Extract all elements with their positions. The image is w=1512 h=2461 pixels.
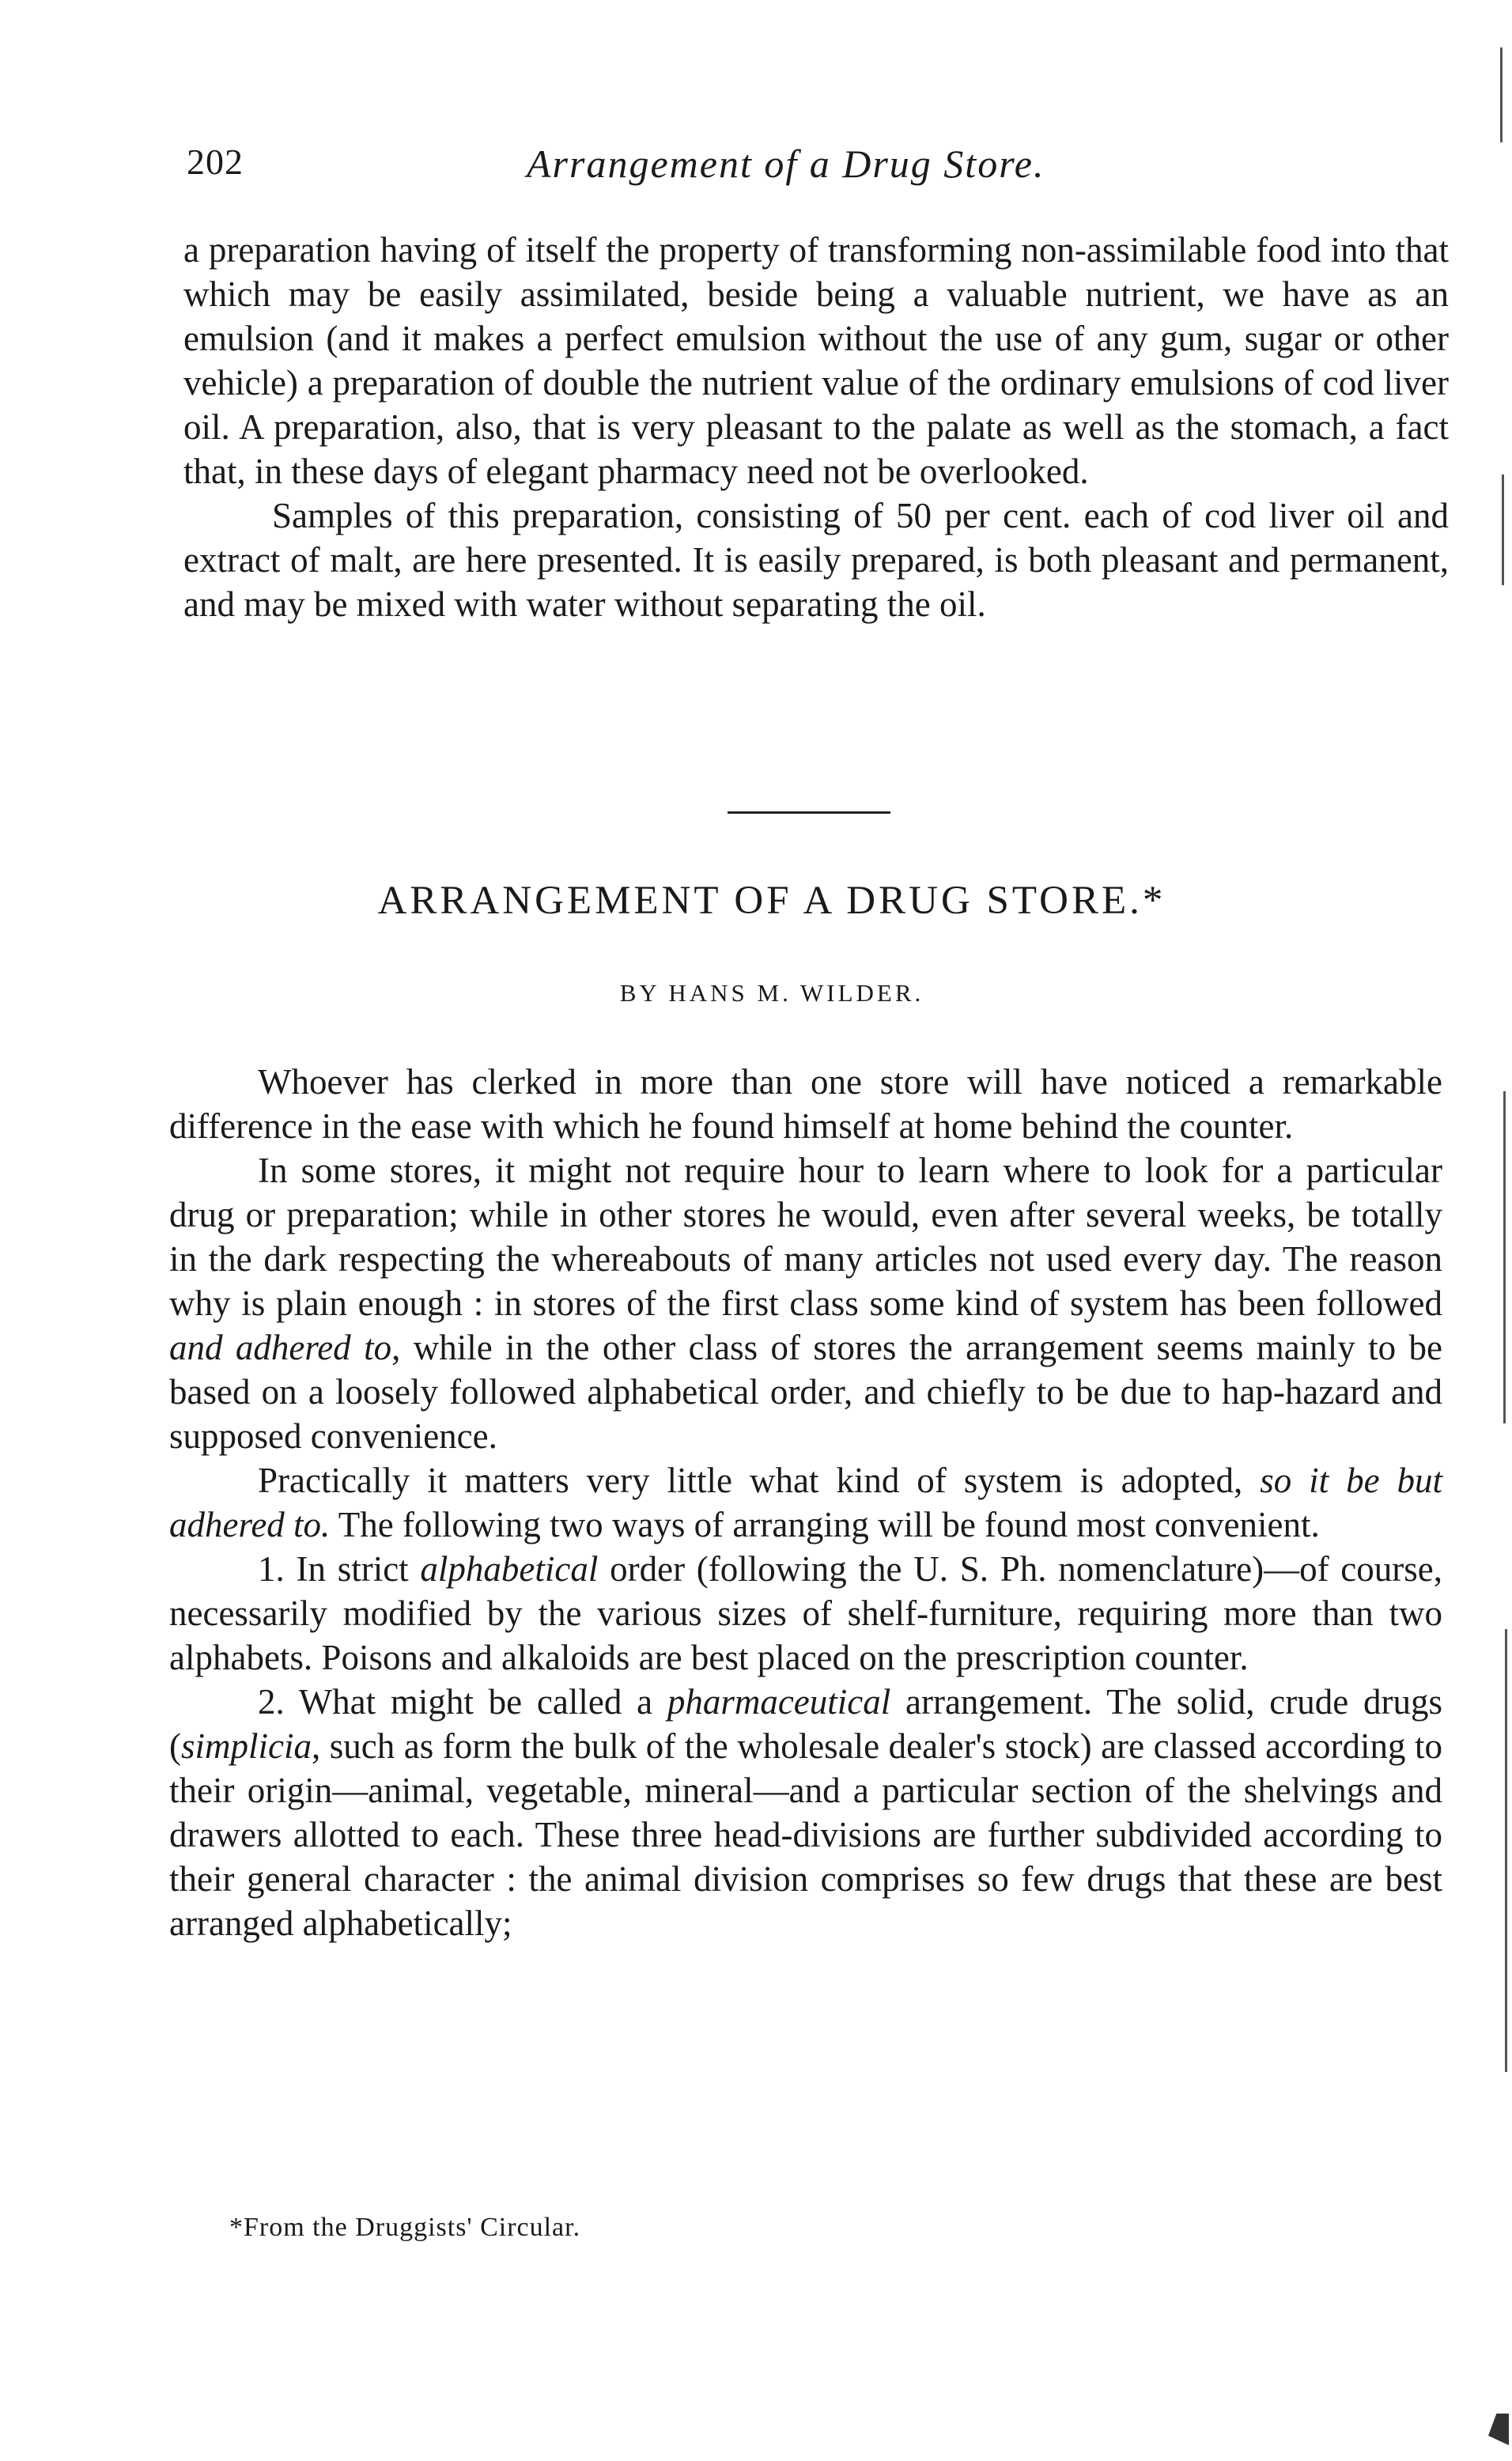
- list-item: [169, 1547, 1442, 1680]
- paragraph: [169, 1148, 1442, 1458]
- article-body: [169, 1060, 1442, 1945]
- text-run: In some stores, it might not require hour to learn where to look for a particular drug or preparation; while in other stores he would, even after several weeks, be totally in the dark respecting the whereabouts of many articles not used every day. The reason why is plain enough : in stores of the first class some kind of system has been followed: [169, 1151, 1442, 1323]
- scan-corner-mark: [1488, 2414, 1509, 2445]
- emphasis-text: alphabetical: [420, 1549, 599, 1589]
- section-divider: [728, 811, 890, 814]
- page-number: 202: [187, 142, 244, 182]
- scan-edge-mark: [1503, 1091, 1506, 1423]
- text-run: Practically it matters very little what kind of system is adopted,: [258, 1461, 1261, 1500]
- scan-edge-mark: [1502, 474, 1504, 585]
- emphasis-text: pharmaceutical: [667, 1682, 891, 1722]
- article-byline: BY HANS M. WILDER.: [619, 979, 924, 1007]
- footnote: *From the Druggists' Circular.: [229, 2213, 581, 2242]
- emphasis-text: so it be but adhered to.: [169, 1461, 1442, 1544]
- text-run: , while in the other class of stores the arrangement seems mainly to be based on a loosely followed alphabetical order, and chiefly to be due to hap-hazard and supposed convenience.: [169, 1328, 1442, 1456]
- emphasis-text: simplicia: [181, 1726, 312, 1766]
- paragraph: Samples of this preparation, consisting of 50 per cent. each of cod liver oil and extract of malt, are here presented. It is easily prepared, is both pleasant and permanent, and may be mixed with water without separating the oil.: [183, 496, 1449, 624]
- running-head: [187, 141, 1136, 196]
- scan-edge-mark: [1505, 1629, 1507, 2072]
- scan-edge-mark: [1500, 47, 1503, 142]
- article-title: ARRANGEMENT OF A DRUG STORE.*: [377, 879, 1166, 923]
- list-item: [169, 1680, 1442, 1945]
- text-run: , such as form the bulk of the wholesale dealer's stock) are classed according to their origin—animal, vegetable, mineral—and a particular section of the shelvings and drawers allotted to each. These three head-divisions are further subdivided according to their general character : the animal division comprises so few drugs that these are best arranged alphabetically;: [169, 1726, 1442, 1943]
- paragraph: a preparation having of itself the property of transforming non-assimilable food into that which may be easily assimilated, beside being a valuable nutrient, we have as an emulsion (and it makes a perfect emulsion without the use of any gum, sugar or other vehicle) a preparation of double the nutrient value of the ordinary emulsions of cod liver oil. A preparation, also, that is very pleasant to the palate as well as the stomach, a fact that, in these days of elegant pharmacy need not be overlooked.: [183, 230, 1449, 491]
- text-run: The following two ways of arranging will be found most convenient.: [330, 1505, 1320, 1544]
- text-run: 2. What might be called a: [258, 1682, 667, 1722]
- emphasis-text: and adhered to: [169, 1328, 392, 1367]
- paragraph: Whoever has clerked in more than one store will have noticed a remarkable difference in the ease with which he found himself at home behind the counter.: [169, 1062, 1442, 1146]
- text-run: 1. In strict: [258, 1549, 421, 1589]
- paragraph: [169, 1458, 1442, 1547]
- running-title: Arrangement of a Drug Store.: [527, 142, 1045, 186]
- text-run: arrangement. The solid, crude drugs (: [169, 1682, 1442, 1766]
- text-run: order (following the U. S. Ph. nomenclature)—of course, necessarily modified by the various sizes of shelf-furniture, requiring more than two alphabets. Poisons and alkaloids are best placed on the prescription counter.: [169, 1549, 1443, 1677]
- continued-text-block: [183, 228, 1449, 626]
